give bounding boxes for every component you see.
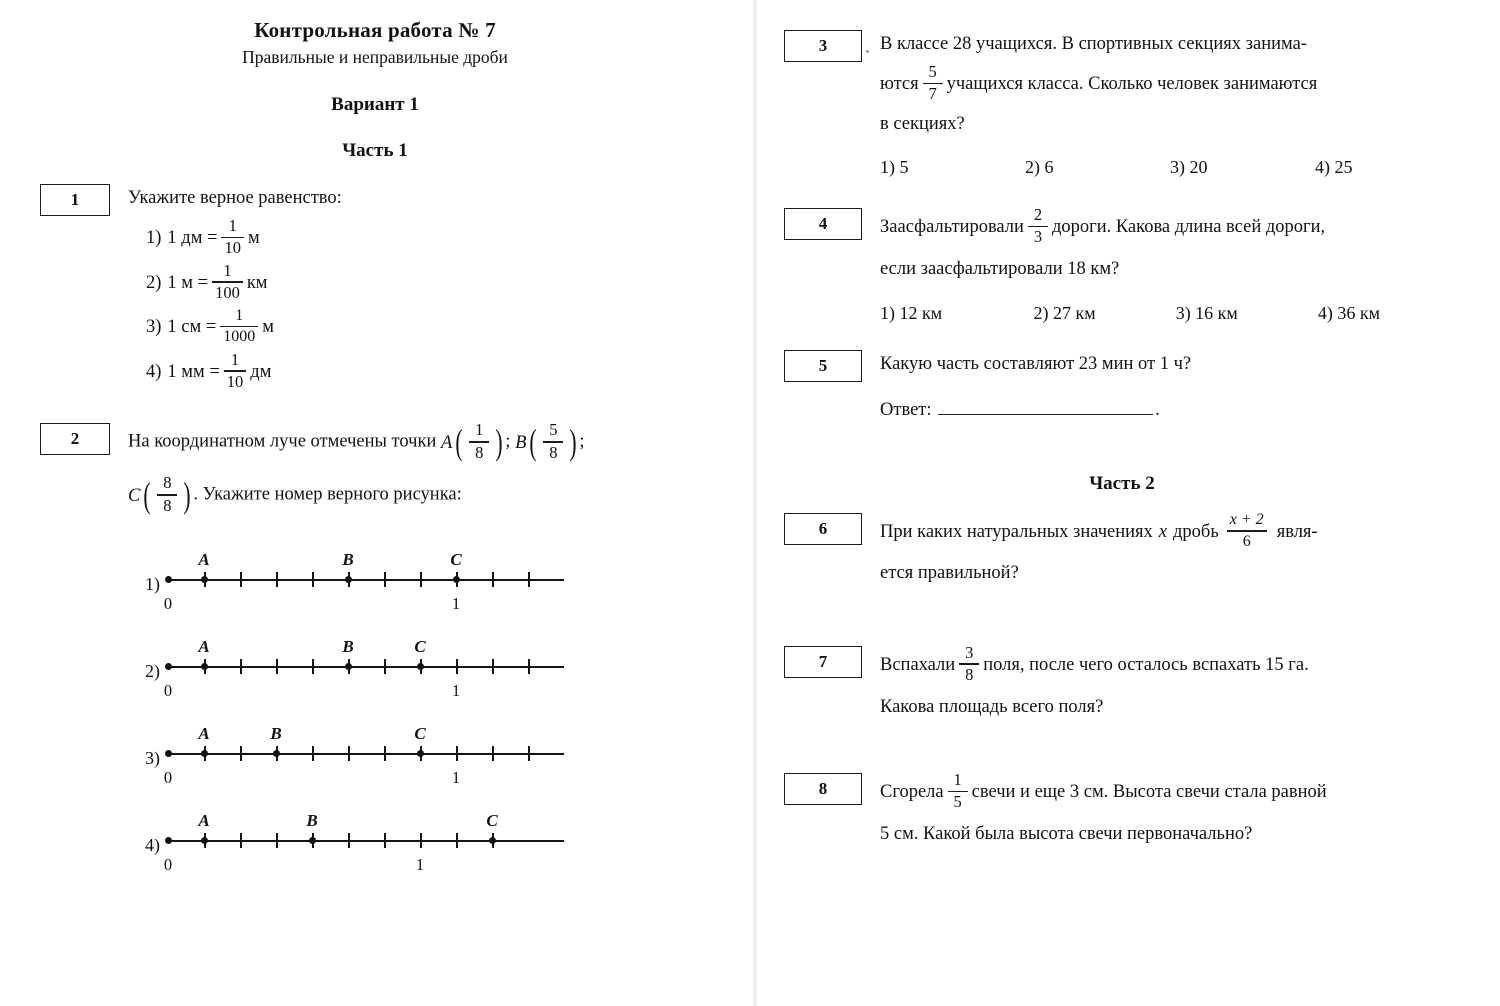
task-4-line-1-after: дороги. Какова длина всей дороги, <box>1051 217 1326 238</box>
figure-3-zero: 0 <box>163 768 173 788</box>
numerator: 5 <box>549 420 558 440</box>
task-number-5: 5 <box>784 350 862 382</box>
task-3-fraction <box>923 61 943 103</box>
task-1-option-3-unit: м <box>262 317 274 338</box>
task-1-option-2-label: 2) <box>146 272 162 293</box>
task-7-body <box>880 642 1460 722</box>
denominator: 8 <box>965 664 974 684</box>
point-B-name: B <box>515 432 527 453</box>
task-1-body <box>128 184 710 397</box>
page-gutter <box>740 0 770 1006</box>
figure-3-label-A: A <box>198 724 210 744</box>
task-number-1: 1 <box>40 184 110 216</box>
task-1-option-2-unit: км <box>246 272 268 293</box>
task-5-answer-blank[interactable] <box>938 399 1153 415</box>
figure-2-one: 1 <box>451 681 461 701</box>
figure-4-one: 1 <box>415 855 425 875</box>
task-4-option-2[interactable]: 2) 27 км <box>1033 302 1096 323</box>
figure-3-label-B: B <box>270 724 282 744</box>
point-A-dot <box>201 576 208 583</box>
task-3-line-2-after: учащихся класса. Сколько человек занимаются <box>946 73 1318 94</box>
task-3-option-4[interactable]: 4) 25 <box>1315 157 1353 178</box>
figure-1-label-B: B <box>342 550 354 570</box>
scan-speck <box>866 50 869 53</box>
origin-dot <box>165 576 172 583</box>
task-1-option-3-left: 1 см = <box>167 317 217 338</box>
task-6-fraction <box>1227 512 1267 550</box>
numerator: 2 <box>1033 205 1043 225</box>
fraction-bar <box>1227 530 1267 531</box>
point-A-sep: ; <box>505 432 511 453</box>
right-paren: ) <box>569 421 577 462</box>
task-1-option-2-left: 1 м = <box>167 272 209 293</box>
part2-heading: Часть 2 <box>1089 473 1155 495</box>
task-1-option-2-fraction <box>212 260 243 302</box>
figure-4 <box>134 790 710 877</box>
task-1-option-2 <box>146 260 710 303</box>
task-number-8: 8 <box>784 773 862 805</box>
task-8-line-2: 5 см. Какой была высота свечи первоначально? <box>880 824 1253 845</box>
task-1-option-3-label: 3) <box>146 317 162 338</box>
document-title: Контрольная работа № 7 <box>254 18 496 42</box>
point-C-dot <box>489 837 496 844</box>
task-6-line-2: ется правильной? <box>880 562 1019 583</box>
numerator: 1 <box>475 420 484 440</box>
fraction-bar <box>220 326 258 327</box>
task-8-body <box>880 770 1460 849</box>
task-5-answer-dot: . <box>1155 400 1160 421</box>
point-B-dot <box>309 837 316 844</box>
task-3-line-3: в секциях? <box>880 113 965 134</box>
task-2-prompt-part2: Укажите номер верного рисунка: <box>202 485 462 506</box>
right-page-column <box>770 0 1500 1006</box>
part1-heading: Часть 1 <box>342 140 408 161</box>
figure-4-label: 4) <box>145 835 160 856</box>
point-B-dot <box>345 663 352 670</box>
task-2-point-C <box>128 473 193 515</box>
figure-3-one: 1 <box>451 768 461 788</box>
figure-1-one: 1 <box>451 594 461 614</box>
numerator: 3 <box>965 642 974 662</box>
task-2-point-A <box>440 420 505 462</box>
figure-1-zero: 0 <box>163 594 173 614</box>
denominator: 8 <box>549 442 558 462</box>
figure-2-zero: 0 <box>163 681 173 701</box>
task-4-body <box>880 205 1460 328</box>
task-1-option-1 <box>146 215 710 258</box>
task-5-prompt: Какую часть составляют 23 мин от 1 ч? <box>880 353 1192 374</box>
task-3-line-1: В классе 28 учащихся. В спортивных секциях занима- <box>880 34 1307 54</box>
task-6-line-1-mid: дробь <box>1173 521 1219 542</box>
denominator: 1000 <box>223 328 256 346</box>
task-8-line-1-after: свечи и еще 3 см. Высота свечи стала равной <box>971 782 1327 803</box>
task-4-line-2: если заасфальтировали 18 км? <box>880 259 1120 280</box>
point-A-dot <box>201 663 208 670</box>
figure-2 <box>134 616 710 703</box>
task-7-line-1-before: Вспахали <box>880 654 956 675</box>
point-B-dot <box>273 750 280 757</box>
task-3 <box>784 30 1460 182</box>
task-1-option-4-left: 1 мм = <box>167 361 220 382</box>
point-C-sep: . <box>193 485 198 506</box>
task-3-option-1[interactable]: 1) 5 <box>880 157 909 178</box>
denominator: 8 <box>163 495 172 515</box>
denominator: 8 <box>475 442 484 462</box>
task-number-3: 3 <box>784 30 862 62</box>
point-B-dot <box>345 576 352 583</box>
task-6-variable: x <box>1158 521 1168 542</box>
figure-4-axis <box>163 790 568 877</box>
figure-3-label-C: C <box>414 724 426 744</box>
numerator: 1 <box>228 215 237 235</box>
numerator: 8 <box>163 473 172 493</box>
numerator: x + 2 <box>1229 511 1264 529</box>
point-C-fraction <box>157 475 177 514</box>
axis-line <box>168 579 564 581</box>
task-6 <box>784 513 1460 588</box>
denominator: 3 <box>1033 227 1043 247</box>
right-paren: ) <box>495 421 503 462</box>
point-B-sep: ; <box>579 432 585 453</box>
task-1-option-1-fraction <box>221 215 244 257</box>
point-B-fraction <box>543 422 563 461</box>
figure-4-label-B: B <box>306 811 318 831</box>
task-1-option-4-label: 4) <box>146 361 162 382</box>
point-A-name: A <box>440 432 453 453</box>
task-1-option-4-fraction <box>224 349 247 391</box>
task-8-line-1-before: Сгорела <box>880 782 944 803</box>
figure-1-axis <box>163 529 568 616</box>
point-C-name: C <box>128 485 141 506</box>
denominator: 6 <box>1242 532 1251 550</box>
task-4-option-1[interactable]: 1) 12 км <box>880 302 943 323</box>
task-4-line-1-before: Заасфальтировали <box>880 217 1024 238</box>
point-A-fraction <box>469 422 489 461</box>
figure-2-label: 2) <box>145 661 160 682</box>
point-C-dot <box>417 750 424 757</box>
task-3-options <box>880 154 1460 182</box>
task-number-6: 6 <box>784 513 862 545</box>
figure-1-label-C: C <box>450 550 462 570</box>
task-4-option-3[interactable]: 3) 16 км <box>1175 302 1238 323</box>
task-6-line-1-after: явля- <box>1276 521 1318 542</box>
task-3-option-3[interactable]: 3) 20 <box>1170 157 1208 178</box>
variant-heading: Вариант 1 <box>331 94 419 115</box>
task-5 <box>784 350 1460 425</box>
task-5-body <box>880 350 1460 425</box>
task-8-fraction <box>948 772 968 811</box>
task-1-option-3-fraction <box>220 308 258 346</box>
point-A-dot <box>201 750 208 757</box>
task-1-option-1-label: 1) <box>146 227 162 248</box>
origin-dot <box>165 750 172 757</box>
figure-4-label-C: C <box>486 811 498 831</box>
left-paren: ( <box>143 474 151 515</box>
task-3-option-2[interactable]: 2) 6 <box>1025 157 1054 178</box>
task-number-7: 7 <box>784 646 862 678</box>
task-2-point-B <box>515 420 579 462</box>
task-6-line-1-before: При каких натуральных значениях <box>880 521 1153 542</box>
denominator: 5 <box>953 792 962 812</box>
task-number-4: 4 <box>784 208 862 240</box>
task-5-answer-label: Ответ: <box>880 400 932 421</box>
point-C-dot <box>453 576 460 583</box>
document-subtitle: Правильные и неправильные дроби <box>242 47 508 67</box>
axis-line <box>168 840 564 842</box>
task-4-fraction <box>1028 207 1048 246</box>
figure-2-label-B: B <box>342 637 354 657</box>
task-1-option-4 <box>146 349 710 392</box>
figure-4-zero: 0 <box>163 855 173 875</box>
figure-1 <box>134 529 710 616</box>
origin-dot <box>165 837 172 844</box>
task-2-figures <box>134 529 710 877</box>
task-7 <box>784 642 1460 722</box>
task-4-options <box>880 300 1460 328</box>
figure-1-label: 1) <box>145 574 160 595</box>
book-fold <box>752 0 758 1006</box>
figure-2-label-C: C <box>414 637 426 657</box>
figure-3-label: 3) <box>145 748 160 769</box>
task-3-body <box>880 30 1460 182</box>
task-8 <box>784 770 1460 849</box>
left-paren: ( <box>529 421 537 462</box>
task-number-2: 2 <box>40 423 110 455</box>
denominator: 10 <box>224 237 241 257</box>
task-1-option-4-unit: дм <box>250 361 272 382</box>
task-2-prompt-part1: На координатном луче отмечены точки <box>128 432 437 453</box>
task-7-line-2: Какова площадь всего поля? <box>880 696 1104 717</box>
task-1-prompt: Укажите верное равенство: <box>128 188 342 208</box>
task-7-line-1-after: поля, после чего осталось вспахать 15 га. <box>983 654 1309 675</box>
left-page-column <box>0 0 740 1006</box>
left-paren: ( <box>455 421 463 462</box>
task-3-line-2-before: ются <box>880 73 919 94</box>
figure-3-axis <box>163 703 568 790</box>
axis-line <box>168 753 564 755</box>
denominator: 10 <box>226 371 244 391</box>
figure-2-label-A: A <box>198 637 210 657</box>
task-1-option-1-unit: м <box>247 227 260 248</box>
axis-line <box>168 666 564 668</box>
task-4 <box>784 205 1460 328</box>
origin-dot <box>165 663 172 670</box>
task-1 <box>40 184 710 397</box>
task-1-option-1-left: 1 дм = <box>167 227 218 248</box>
task-5-answer-row <box>880 396 1460 425</box>
numerator: 1 <box>953 770 962 790</box>
numerator: 5 <box>928 61 937 81</box>
task-6-body <box>880 513 1460 588</box>
denominator: 7 <box>928 83 937 103</box>
numerator: 1 <box>235 306 244 324</box>
figure-3 <box>134 703 710 790</box>
figure-2-axis <box>163 616 568 703</box>
task-1-option-3 <box>146 306 710 347</box>
right-paren: ) <box>183 474 191 515</box>
task-2 <box>40 420 710 877</box>
numerator: 1 <box>223 260 232 280</box>
figure-1-label-A: A <box>198 550 210 570</box>
figure-4-label-A: A <box>198 811 210 831</box>
numerator: 1 <box>230 349 240 369</box>
denominator: 100 <box>215 282 240 302</box>
point-C-dot <box>417 663 424 670</box>
task-7-fraction <box>959 642 979 684</box>
point-A-dot <box>201 837 208 844</box>
task-2-body <box>128 420 710 877</box>
task-4-option-4[interactable]: 4) 36 км <box>1317 302 1380 323</box>
